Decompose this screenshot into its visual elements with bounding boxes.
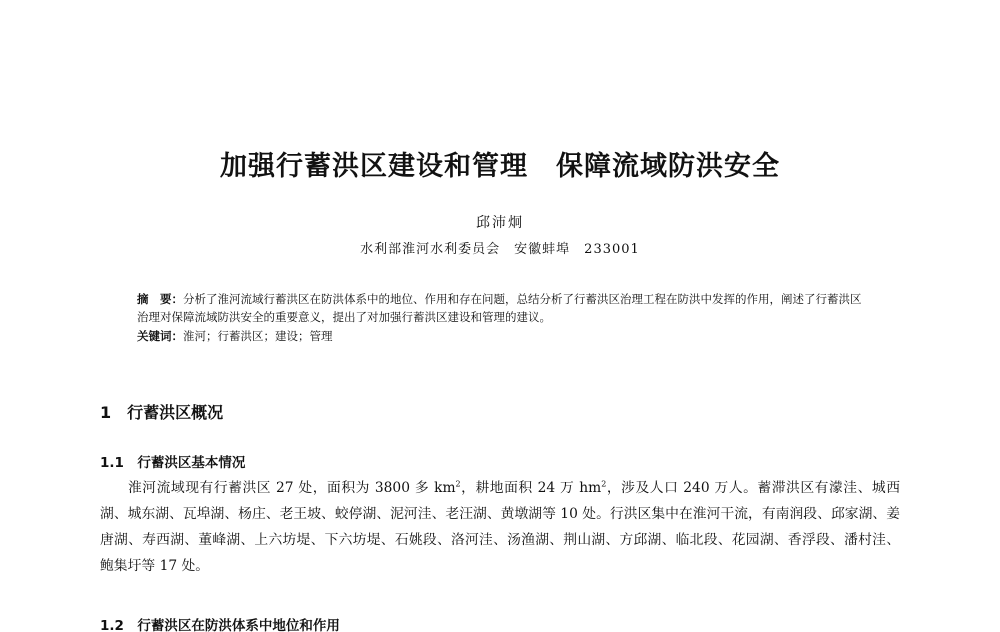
abstract-text: 分析了淮河流域行蓄洪区在防洪体系中的地位、作用和存在问题，总结分析了行蓄洪区治理工程在防洪中发挥的作用，阐述了行蓄洪区治理对保障流域防洪安全的重要意义，提出了对加强行蓄洪区建设和管理的建议。	[137, 292, 862, 324]
abstract-label: 摘 要：	[137, 292, 183, 306]
paragraph-text-b: ，耕地面积 24 万 hm	[460, 480, 602, 496]
author-affiliation: 水利部淮河水利委员会 安徽蚌埠 233001	[360, 242, 640, 257]
paragraph-text-c: ，涉及人口 240 万人。蓄滞洪区有濛洼、城西湖、城东湖、瓦埠湖、杨庄、老王坡、蛟停湖、泥河洼、老汪湖、黄墩湖等 10 处。行洪区集中在淮河干流，有南润段、邱家湖、姜唐湖、寿西湖、董峰湖、上六坊堤、下六坊堤、石姚段、洛河洼、汤渔湖、荆山湖、方邱湖、临北段、花园湖、香浮段、潘村洼、鲍集圩等 17 处。	[100, 480, 901, 574]
section-1-2-heading: 1.2 行蓄洪区在防洪体系中地位和作用	[100, 618, 340, 632]
abstract-paragraph	[137, 290, 862, 326]
keywords-label: 关键词：	[137, 329, 183, 343]
paragraph-text-a: 淮河流域现有行蓄洪区 27 处，面积为 3800 多 km	[128, 480, 456, 496]
keywords-paragraph	[137, 327, 862, 345]
keywords-text: 淮河；行蓄洪区；建设；管理	[183, 329, 333, 343]
superscript-a: 2	[455, 479, 461, 489]
section-1-1-heading: 1.1 行蓄洪区基本情况	[100, 455, 246, 471]
abstract-block	[137, 290, 862, 345]
section-1-heading: 1 行蓄洪区概况	[100, 403, 224, 422]
author-name: 邱沛炯	[476, 215, 524, 231]
section-1-1-paragraph	[100, 475, 900, 579]
paper-title: 加强行蓄洪区建设和管理 保障流域防洪安全	[220, 151, 780, 182]
superscript-b: 2	[601, 479, 607, 489]
